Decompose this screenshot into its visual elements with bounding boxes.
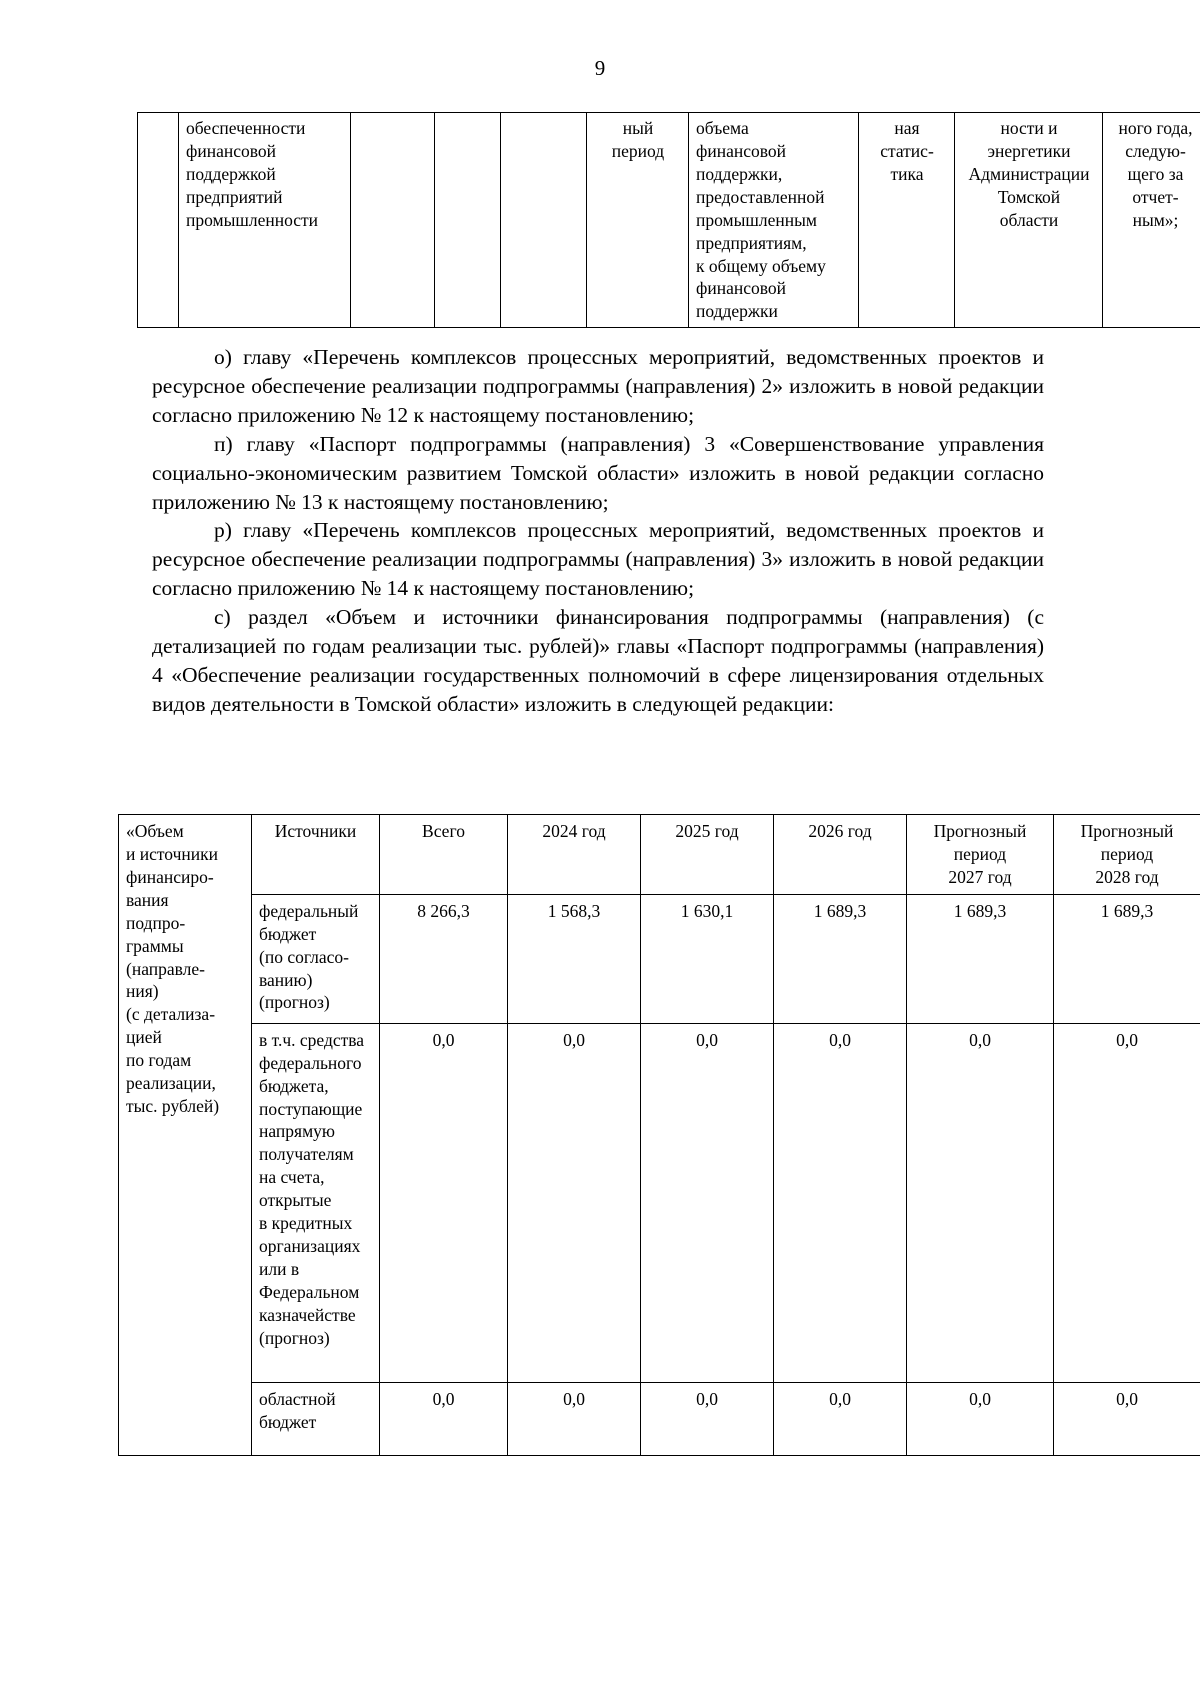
cell-value-total: 0,0 [380,1023,508,1382]
cell-empty-b [435,113,501,328]
line: на счета, [259,1167,325,1188]
line: промышленности [186,209,319,230]
line: областной [259,1388,336,1409]
cell-reporting-term [1103,113,1200,328]
cell-value-2026: 1 689,3 [774,894,907,1023]
main-table-container [118,814,1174,1456]
cell-value-2025: 0,0 [641,1382,774,1455]
financing-sources-table [118,814,1200,1456]
cell-value-2024: 0,0 [508,1023,641,1382]
line: вания [126,889,169,910]
line: финансовой [186,140,276,161]
header-total: Всего [380,815,508,895]
line: Администрации [968,163,1090,184]
line: статис- [880,140,934,161]
line: казначействе [259,1304,356,1325]
line: тика [890,163,924,184]
line: области [999,209,1059,230]
cell-index [138,113,179,328]
line: (с детализа- [126,1004,216,1025]
line: федеральный [259,900,359,921]
line: или в [259,1258,300,1279]
cell-value-total: 0,0 [380,1382,508,1455]
line: к общему объему [696,255,826,276]
line: Прогнозный [933,821,1027,841]
line: 2028 год [1095,866,1159,887]
line: (по согласо- [259,946,349,967]
line: период [611,140,665,161]
cell-empty-c [501,113,587,328]
paragraph-o: о) главу «Перечень комплексов процессных мероприятий, ведомственных проектов и ресурсное обеспечение реализации подпрограммы (направления) 2» изложить в новой редакции согласно приложению № 12 к настоящему постановлению; [152,345,1044,427]
line: подпро- [126,912,186,933]
cell-methodology [689,113,859,328]
cell-value-2026: 0,0 [774,1023,907,1382]
line: финансиро- [126,866,214,887]
table-row [119,894,1200,1023]
line: бюджет [259,1411,317,1432]
cell-value-2028: 1 689,3 [1054,894,1200,1023]
line: (направле- [126,958,205,979]
line: получателям [259,1144,354,1165]
line: ности и [1000,118,1058,138]
header-sources: Источники [252,815,380,895]
cell-value-2024: 0,0 [508,1382,641,1455]
body-text-block [152,343,1044,719]
line: поддержкой [186,163,276,184]
cell-value-2027: 1 689,3 [907,894,1054,1023]
line: открытые [259,1190,332,1211]
cell-empty-a [351,113,435,328]
cell-value-2024: 1 568,3 [508,894,641,1023]
header-2028 [1054,815,1200,895]
line: ная [894,118,920,138]
cell-responsible-body [955,113,1103,328]
line: цией [126,1027,162,1048]
line: (прогноз) [259,1327,330,1348]
paragraph-s: с) раздел «Объем и источники финансирования подпрограммы (направления) (с детализацией по годам реализации тыс. рублей)» главы «Паспорт подпрограммы (направления) 4 «Обеспечение реализации государственных полномочий в сфере лицензирования отдельных видов деятельности в Томской области» изложить в следующей редакции: [152,605,1044,716]
line: бюджета, [259,1075,329,1096]
paragraph-p: п) главу «Паспорт подпрограммы (направления) 3 «Совершенствование управления социально-экономическим развитием Томской области» изложить в новой редакции согласно приложению № 13 к настоящему постановлению; [152,431,1044,514]
cell-source-direct-federal [252,1023,380,1382]
line: Томской [997,186,1061,207]
cell-value-2026: 0,0 [774,1382,907,1455]
line: в т.ч. средства [259,1029,365,1050]
line: щего за [1127,163,1184,184]
line: предприятий [186,186,283,207]
line: в кредитных [259,1213,353,1234]
cell-value-2027: 0,0 [907,1382,1054,1455]
line: объема [696,118,749,138]
cell-source-federal [252,894,380,1023]
line: реализации, [126,1073,216,1094]
line: период [1100,843,1154,864]
line: обеспеченности [186,118,306,138]
cell-statistics [859,113,955,328]
line: финансовой [696,278,786,299]
line: по годам [126,1050,192,1071]
line: бюджет [259,923,317,944]
table-row [119,1023,1200,1382]
line: предоставленной [696,186,825,207]
line: следую- [1125,140,1186,161]
cell-value-total: 8 266,3 [380,894,508,1023]
line: ным»; [1132,209,1179,230]
line: федерального [259,1052,362,1073]
cell-row-label [119,815,252,1456]
cell-value-2028: 0,0 [1054,1382,1200,1455]
line: Федеральном [259,1281,360,1302]
line: поступающие [259,1098,363,1119]
line: «Объем [126,821,184,841]
line: напрямую [259,1121,335,1142]
cell-value-2028: 0,0 [1054,1023,1200,1382]
line: 2027 год [948,866,1012,887]
line: финансовой [696,140,786,161]
line: ния) [126,981,159,1002]
cell-source-oblast [252,1382,380,1455]
header-2024: 2024 год [508,815,641,895]
table-header-row [119,815,1200,895]
line: граммы [126,935,184,956]
cell-value-2027: 0,0 [907,1023,1054,1382]
line: тыс. рублей) [126,1096,220,1117]
page-number: 9 [594,56,606,80]
paragraph-r: р) главу «Перечень комплексов процессных мероприятий, ведомственных проектов и ресурсное обеспечение реализации подпрограммы (направления) 3» изложить в новой редакции согласно приложению № 14 к настоящему постановлению; [152,518,1044,601]
cell-indicator-name [179,113,351,328]
line: поддержки [696,301,778,322]
line: ного года, [1118,118,1193,138]
line: и источники [126,843,218,864]
line: промышленным [696,209,817,230]
top-table-container [137,112,1193,328]
line: (прогноз) [259,992,330,1013]
line: отчет- [1132,186,1179,207]
table-row [138,113,1200,328]
cell-value-2025: 0,0 [641,1023,774,1382]
line: Прогнозный [1080,821,1174,841]
line: ванию) [259,969,313,990]
continued-indicator-table [137,112,1200,328]
table-row [119,1382,1200,1455]
header-2025: 2025 год [641,815,774,895]
line: период [953,843,1007,864]
cell-period [587,113,689,328]
line: ный [622,118,654,138]
line: организациях [259,1236,361,1257]
header-2027 [907,815,1054,895]
line: энергетики [987,140,1071,161]
line: поддержки, [696,163,783,184]
cell-value-2025: 1 630,1 [641,894,774,1023]
header-2026: 2026 год [774,815,907,895]
line: предприятиям, [696,232,807,253]
